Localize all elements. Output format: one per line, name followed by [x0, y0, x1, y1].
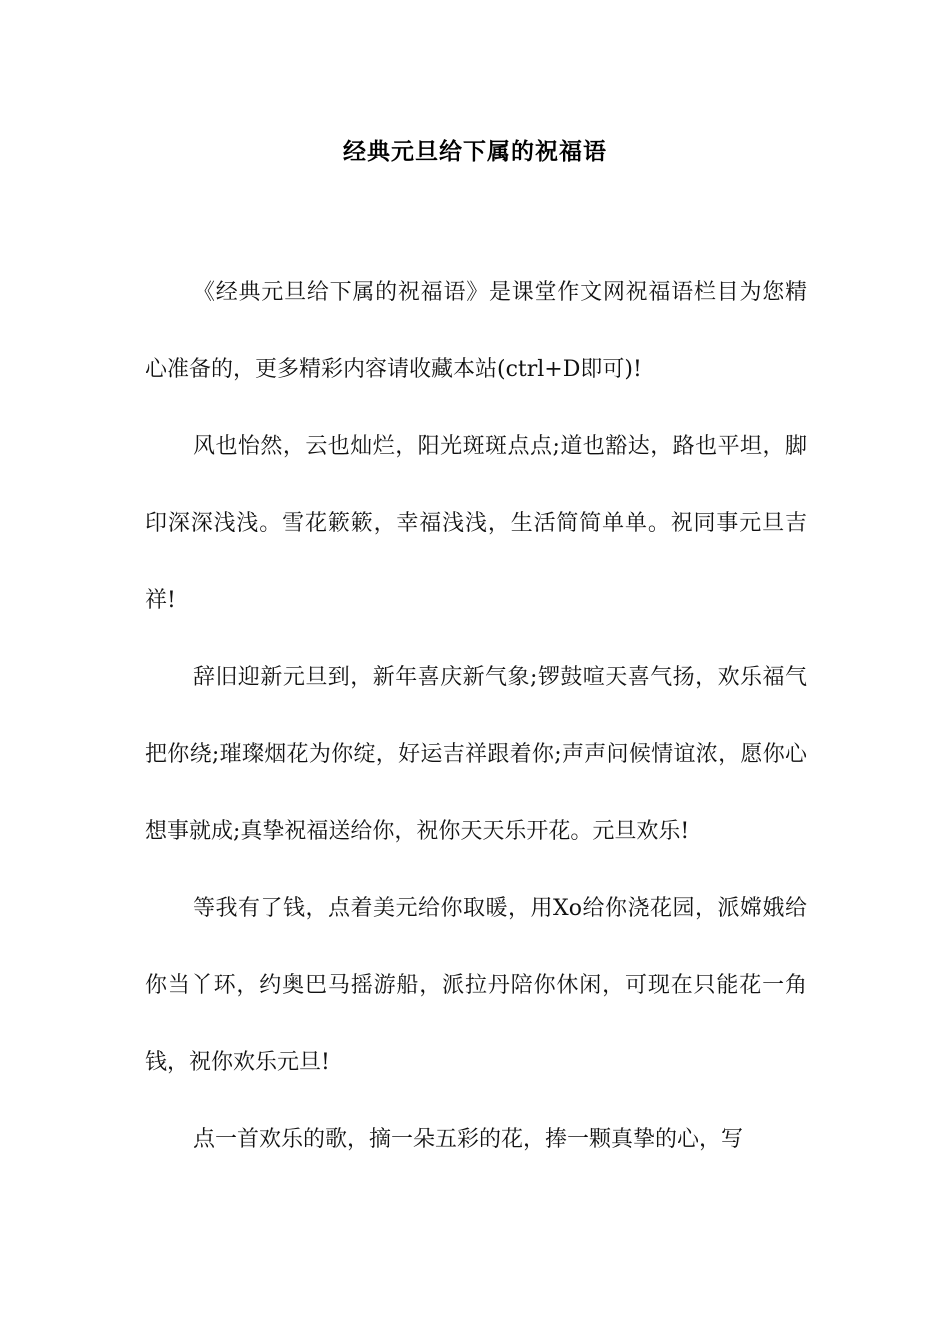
paragraph-greeting-2: 辞旧迎新元旦到，新年喜庆新气象;锣鼓喧天喜气扬，欢乐福气把你绕;璀璨烟花为你绽，好运吉祥跟着你;声声问候情谊浓，愿你心想事就成;真挚祝福送给你，祝你天天乐开花。元旦欢乐!: [145, 665, 807, 844]
document-body: [145, 254, 807, 1178]
paragraph-greeting-1: 风也怡然，云也灿烂，阳光斑斑点点;道也豁达，路也平坦，脚印深深浅浅。雪花簌簌，幸福浅浅，生活简简单单。祝同事元旦吉祥!: [145, 434, 807, 613]
paragraph-greeting-3: 等我有了钱，点着美元给你取暖，用Xo给你浇花园，派嫦娥给你当丫环，约奥巴马摇游船，派拉丹陪你休闲，可现在只能花一角钱，祝你欢乐元旦!: [145, 896, 807, 1075]
paragraph-intro: 《经典元旦给下属的祝福语》是课堂作文网祝福语栏目为您精心准备的，更多精彩内容请收藏本站(ctrl+D即可)!: [145, 280, 807, 382]
document-title: 经典元旦给下属的祝福语: [343, 139, 607, 165]
paragraph-greeting-4: 点一首欢乐的歌，摘一朵五彩的花，捧一颗真挚的心，写: [193, 1127, 744, 1152]
